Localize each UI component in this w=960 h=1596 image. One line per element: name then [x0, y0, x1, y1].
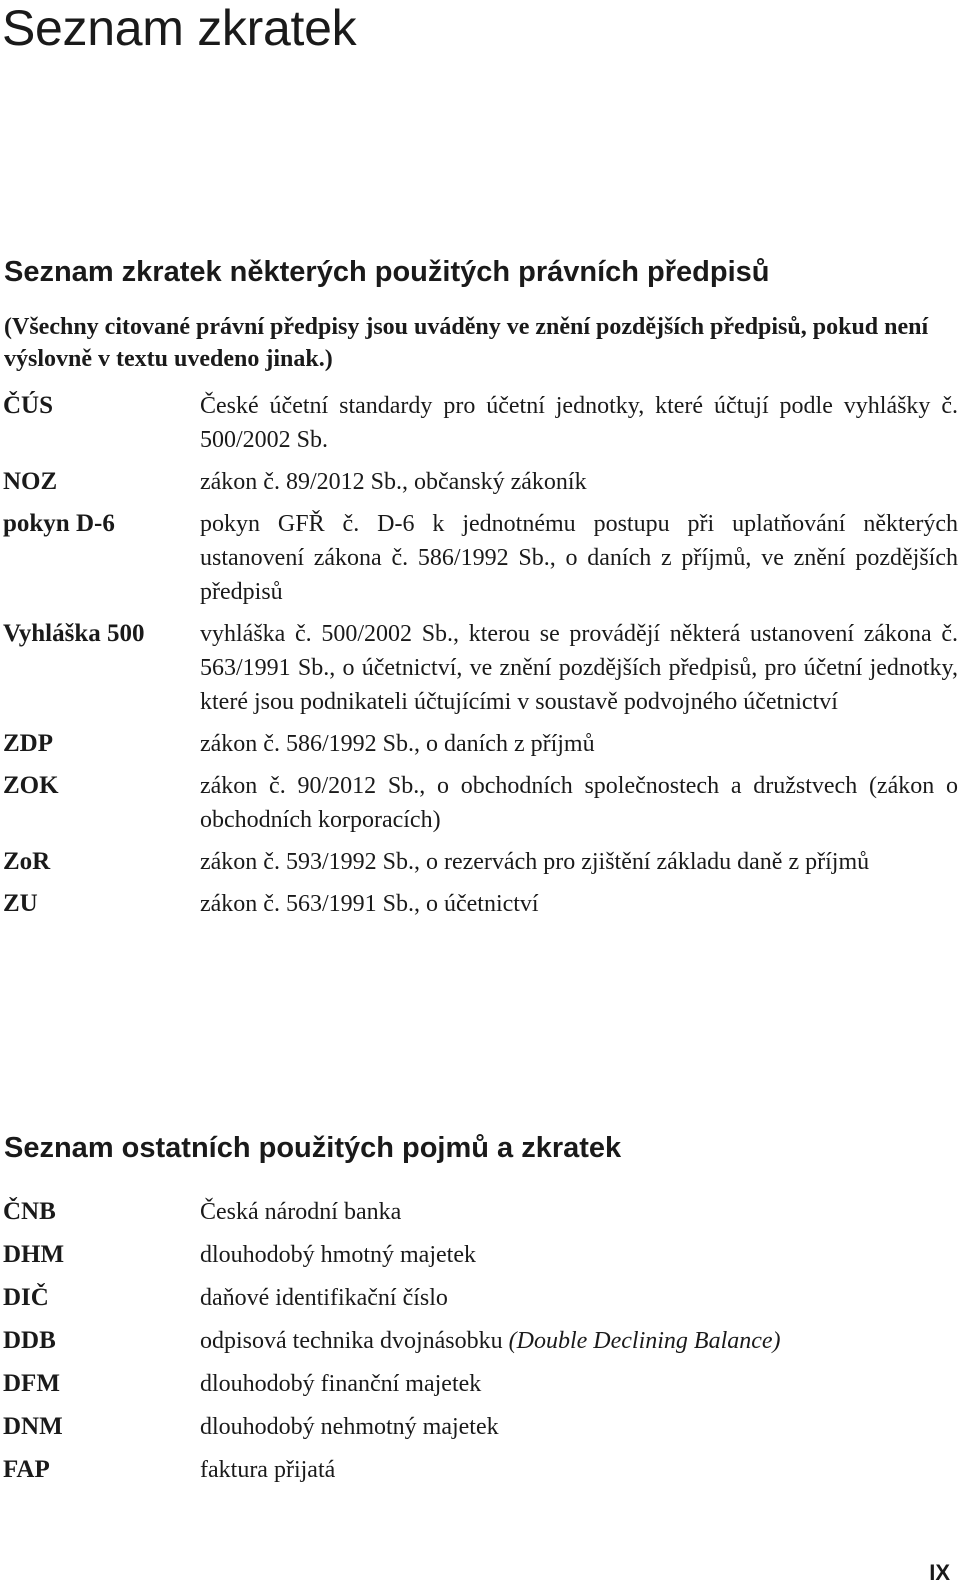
abbreviation-description: dlouhodobý nehmotný majetek: [200, 1414, 499, 1440]
description-text: odpisová technika dvojnásobku: [200, 1328, 503, 1354]
other-abbreviation-list: [0, 1195, 958, 1487]
legal-abbreviation-list: [0, 389, 958, 921]
list-item: [0, 1238, 958, 1272]
list-item: [0, 389, 958, 457]
abbreviation-term: DHM: [3, 1241, 65, 1268]
abbreviation-description: daňové identifikační číslo: [200, 1285, 448, 1311]
abbreviation-description: České účetní standardy pro účetní jednotky, které účtují podle vyhlášky č. 500/2002 Sb.: [200, 393, 958, 453]
abbreviation-description: vyhláška č. 500/2002 Sb., kterou se provádějí některá ustanovení zákona č. 563/1991 Sb., o účetnictví, ve znění pozdějších předpisů, pro účetní jednotky, které jsou podnikateli účtujícími v soustavě podvojného účetnictví: [200, 621, 958, 715]
legal-section-note: (Všechny citované právní předpisy jsou uváděny ve znění pozdějších předpisů, pokud není výslovně v textu uvedeno jinak.): [4, 314, 929, 372]
abbreviation-term: ZU: [3, 890, 38, 917]
abbreviation-description: zákon č. 89/2012 Sb., občanský zákoník: [200, 469, 587, 495]
list-item: [0, 507, 958, 609]
abbreviation-term: DNM: [3, 1413, 63, 1440]
list-item: [0, 1195, 958, 1229]
abbreviation-description: Česká národní banka: [200, 1199, 402, 1225]
abbreviation-term: ČÚS: [3, 392, 54, 419]
abbreviation-term: ZoR: [3, 848, 51, 875]
abbreviation-description: pokyn GFŘ č. D-6 k jednotnému postupu při uplatňování některých ustanovení zákona č. 586/1992 Sb., o daních z příjmů, ve znění pozdějších předpisů: [200, 511, 958, 605]
list-item: [0, 1324, 958, 1358]
abbreviation-term: FAP: [3, 1456, 50, 1483]
abbreviation-description: dlouhodobý hmotný majetek: [200, 1242, 476, 1268]
list-item: [0, 845, 958, 879]
list-item: [0, 769, 958, 837]
list-item: [0, 887, 958, 921]
abbreviation-term: pokyn D-6: [3, 510, 115, 537]
abbreviation-term: Vyhláška 500: [3, 620, 145, 647]
abbreviation-description: zákon č. 586/1992 Sb., o daních z příjmů: [200, 731, 595, 757]
list-item: [0, 1453, 958, 1487]
abbreviation-description: dlouhodobý finanční majetek: [200, 1371, 482, 1397]
abbreviation-term: ČNB: [3, 1198, 56, 1225]
abbreviation-description: zákon č. 593/1992 Sb., o rezervách pro zjištění základu daně z příjmů: [200, 849, 870, 875]
list-item: [0, 727, 958, 761]
list-item: [0, 617, 958, 719]
abbreviation-term: ZDP: [3, 730, 53, 757]
abbreviation-term: DFM: [3, 1370, 60, 1397]
list-item: [0, 1367, 958, 1401]
abbreviation-term: ZOK: [3, 772, 59, 799]
abbreviation-term: NOZ: [3, 468, 58, 495]
abbreviation-description: zákon č. 563/1991 Sb., o účetnictví: [200, 891, 539, 917]
page-title: Seznam zkratek: [2, 0, 357, 56]
abbreviation-term: DIČ: [3, 1284, 49, 1311]
legal-section-heading: Seznam zkratek některých použitých právních předpisů: [4, 256, 770, 288]
description-italic-text: (Double Declining Balance): [508, 1328, 781, 1354]
other-section-heading: Seznam ostatních použitých pojmů a zkratek: [4, 1132, 622, 1164]
page-number: IX: [929, 1560, 950, 1585]
abbreviation-term: DDB: [3, 1327, 56, 1354]
abbreviation-description: zákon č. 90/2012 Sb., o obchodních společnostech a družstvech (zákon o obchodních korporacích): [200, 773, 958, 833]
abbreviation-description: [200, 1324, 958, 1358]
list-item: [0, 1410, 958, 1444]
list-item: [0, 465, 958, 499]
list-item: [0, 1281, 958, 1315]
abbreviation-description: faktura přijatá: [200, 1457, 336, 1483]
